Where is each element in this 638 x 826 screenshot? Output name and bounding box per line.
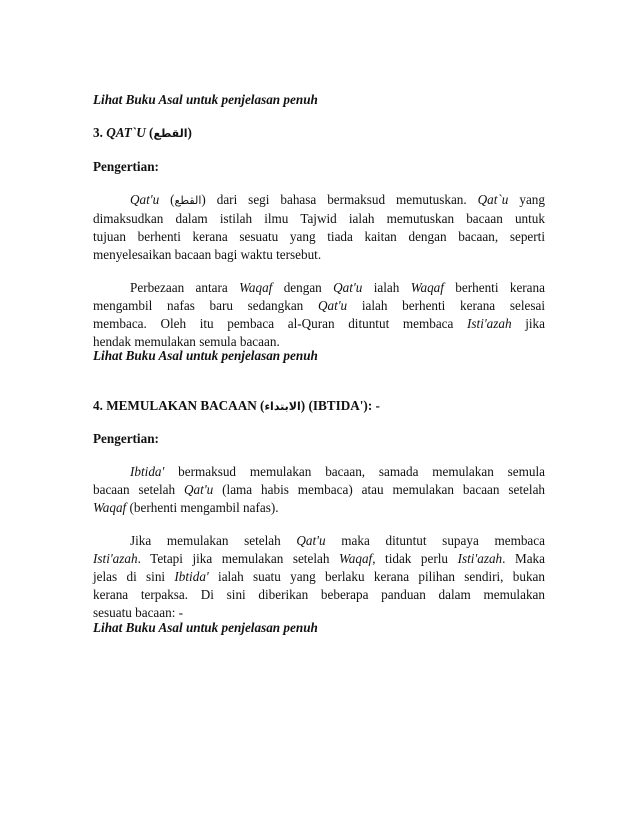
section-3-paren-close: ) bbox=[187, 125, 192, 140]
term-waqaf: Waqaf bbox=[239, 280, 273, 295]
text-segment: membaca. Oleh itu pembaca al-Quran dituntut membaca bbox=[93, 316, 467, 331]
section-3-heading bbox=[93, 124, 545, 143]
text-segment: bermaksud memulakan bacaan, samada memulakan semula bbox=[164, 464, 545, 479]
section-3-arabic-title: القطع bbox=[153, 127, 188, 140]
text-segment: maka dituntut supaya membaca bbox=[325, 533, 545, 548]
term-qatu: Qat'u bbox=[130, 192, 160, 207]
text-segment: ialah berhenti kerana selesai bbox=[347, 298, 545, 313]
section-4-p1-line-3 bbox=[93, 499, 545, 517]
section-4-p2-line-4: kerana terpaksa. Di sini diberikan beberapa panduan dalam memulakan bbox=[93, 587, 545, 602]
text-segment: ialah bbox=[362, 280, 411, 295]
term-qatu: Qat'u bbox=[317, 298, 348, 313]
text-segment: ialah suatu yang berlaku kerana pilihan sendiri, bukan bbox=[208, 569, 546, 584]
section-3-p1-line-3: tujuan berhenti kerana sesuatu yang tiada kaitan dengan bacaan, seperti bbox=[93, 229, 545, 244]
term-ibtida: Ibtida' bbox=[174, 569, 209, 584]
text-segment: ) dari segi bahasa bermaksud memutuskan. bbox=[201, 192, 478, 207]
term-qatu: Qat`u bbox=[477, 192, 509, 207]
section-4-p1-line-2 bbox=[93, 481, 545, 499]
section-3-p2-line-4: hendak memulakan semula bacaan. bbox=[93, 334, 280, 349]
text-segment: . Tetapi jika memulakan setelah bbox=[137, 551, 339, 566]
section-4-arabic-title: الابتداء bbox=[264, 400, 301, 413]
see-original-book-note: Lihat Buku Asal untuk penjelasan penuh bbox=[93, 348, 318, 363]
section-3-p1-line-1 bbox=[93, 191, 545, 210]
term-istiazah: Isti'azah bbox=[457, 551, 503, 566]
section-4-definition-heading: Pengertian: bbox=[93, 431, 159, 446]
section-4-p2-line-1 bbox=[93, 532, 545, 550]
section-3-p2-line-3 bbox=[93, 315, 545, 333]
section-4-heading bbox=[93, 397, 545, 416]
term-qatu: Qat'u bbox=[296, 533, 326, 548]
text-segment: Jika memulakan setelah bbox=[130, 533, 297, 548]
term-waqaf: Waqaf bbox=[93, 500, 127, 515]
text-segment: , tidak perlu bbox=[372, 551, 458, 566]
section-3-p2-line-1 bbox=[93, 279, 545, 297]
text-segment: jelas di sini bbox=[93, 569, 175, 584]
term-qatu: Qat'u bbox=[184, 482, 214, 497]
section-3-definition-heading: Pengertian: bbox=[93, 159, 159, 174]
section-4-title: 4. MEMULAKAN BACAAN ( bbox=[93, 398, 265, 413]
text-segment: (berhenti mengambil nafas). bbox=[126, 500, 279, 515]
see-original-book-note: Lihat Buku Asal untuk penjelasan penuh bbox=[93, 620, 318, 635]
text-segment: berhenti kerana bbox=[443, 280, 545, 295]
section-3-p1-line-2: dimaksudkan dalam istilah ilmu Tajwid ialah memutuskan bacaan untuk bbox=[93, 211, 545, 226]
text-segment: bacaan setelah bbox=[93, 482, 185, 497]
text-segment: . Maka bbox=[502, 551, 546, 566]
section-3-p2-line-2 bbox=[93, 297, 545, 315]
section-4-p2-line-5: sesuatu bacaan: - bbox=[93, 605, 184, 620]
term-waqaf: Waqaf bbox=[410, 280, 444, 295]
text-segment: mengambil nafas baru sedangkan bbox=[93, 298, 318, 313]
term-ibtida: Ibtida' bbox=[130, 464, 165, 479]
text-segment: jika bbox=[511, 316, 545, 331]
section-4-title-suffix: ) (IBTIDA'): - bbox=[300, 398, 380, 413]
term-qatu: Qat'u bbox=[333, 280, 363, 295]
section-4-p1-line-1 bbox=[93, 463, 545, 481]
section-4-p2-line-3 bbox=[93, 568, 545, 586]
section-4-p2-line-2 bbox=[93, 550, 545, 568]
section-3-p1-line-4: menyelesaikan bacaan bagi waktu tersebut. bbox=[93, 247, 322, 262]
term-istiazah: Isti'azah bbox=[93, 551, 138, 566]
see-original-book-note: Lihat Buku Asal untuk penjelasan penuh bbox=[93, 92, 318, 107]
section-3-number: 3. bbox=[93, 125, 107, 140]
text-segment: yang bbox=[508, 192, 545, 207]
text-segment: ( bbox=[159, 192, 175, 207]
term-waqaf: Waqaf bbox=[338, 551, 373, 566]
section-3-paren-open: ( bbox=[145, 125, 154, 140]
section-3-title: QAT`U bbox=[106, 125, 146, 140]
text-segment: dengan bbox=[272, 280, 334, 295]
text-segment: (lama habis membaca) atau memulakan bacaan setelah bbox=[213, 482, 546, 497]
term-istiazah: Isti'azah bbox=[467, 316, 512, 331]
arabic-term: القطع bbox=[174, 194, 202, 207]
text-segment: Perbezaan antara bbox=[130, 280, 240, 295]
